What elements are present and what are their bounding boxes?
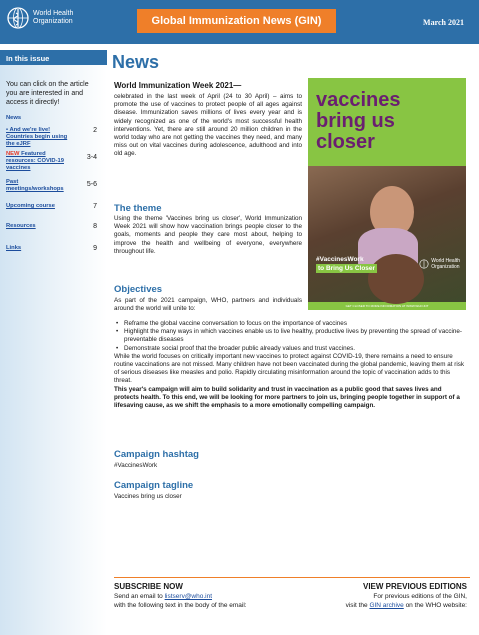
hashtag-heading: Campaign hashtag	[114, 449, 199, 460]
toc-page-number: 8	[93, 223, 97, 230]
toc-page-number: 9	[93, 245, 97, 252]
objectives-paragraph: While the world focuses on critically important new vaccines to protect against COVID-19, there remains a need to ensure routine vaccinations are not missed. Many children have not been vaccinated during the global pandemic, leaving them at risk of serious diseases like measles and polio. Rapidly circulating misinformation around the topic of vaccination adds to this threat.	[114, 352, 465, 385]
subscribe-email-link[interactable]: listserv@who.int	[164, 593, 213, 600]
header-bar	[0, 0, 479, 44]
toc-item-links[interactable]	[6, 245, 103, 252]
poster-tag-line2: to Bring Us Closer	[318, 264, 376, 272]
gin-archive-link[interactable]: GIN archive	[369, 601, 404, 609]
toc-item-label[interactable]: Links	[6, 245, 22, 251]
objectives-intro: As part of the 2021 campaign, WHO, partners and individuals around the world will unite to:	[114, 297, 302, 313]
sidebar	[0, 50, 107, 635]
toc-item-label[interactable]: Past meetings/workshops	[6, 179, 64, 192]
article-title: World Immunization Week 2021—	[114, 81, 242, 90]
toc-news-group	[6, 115, 103, 122]
previous-editions-text	[287, 593, 467, 610]
toc-page-number: 5-6	[86, 181, 97, 188]
footer-divider	[114, 577, 470, 578]
toc-item-upcoming-course[interactable]	[6, 203, 103, 210]
who-name-line2: Organization	[33, 18, 73, 25]
poster-hashtag	[316, 256, 396, 273]
poster-who-line2: Organization	[431, 264, 460, 270]
toc-item-resources[interactable]	[6, 223, 103, 230]
toc-page-number: 3-4	[86, 154, 97, 161]
sidebar-heading: In this issue	[0, 50, 107, 65]
prev-pre: visit the	[345, 601, 370, 609]
hashtag-text: #VaccinesWork	[114, 462, 158, 469]
page-title: News	[112, 52, 160, 72]
lead-paragraph: celebrated in the last week of April (24 to 30 April) – aims to promote the use of vaccines to protect people of all ages against disease. Immunization saves millions of lives every year and is widely recognized as one of the world's most successful health interventions. Yet, there are still around 20 million children in the world today who are not getting the vaccines they need, and many miss out on vital vaccines during adolescence, adulthood and into old age.	[114, 93, 302, 158]
poster-title: vaccines bring us closer	[316, 89, 401, 153]
poster-footer: GET CLOSER TO MORE INFORMATION AT WWW.WHO.INT	[345, 304, 429, 308]
poster-who-logo	[419, 258, 460, 270]
subscribe-text	[114, 593, 284, 610]
tagline-text: Vaccines bring us closer	[114, 493, 182, 500]
list-item: • Reframe the global vaccine conversation to focus on the importance of vaccines	[114, 320, 466, 328]
toc-news-label: News	[6, 115, 22, 121]
list-item: • Highlight the many ways in which vaccines enable us to live healthy, productive lives by preventing the spread of vaccine-preventable diseases	[114, 328, 466, 344]
toc-item-ejrf[interactable]	[6, 127, 103, 148]
campaign-poster	[308, 78, 466, 310]
who-name-line1: World Health	[33, 10, 74, 17]
toc-item-label[interactable]	[6, 127, 76, 148]
subscribe-heading: SUBSCRIBE NOW	[114, 582, 183, 591]
objectives-heading: Objectives	[114, 284, 163, 295]
theme-heading: The theme	[114, 203, 162, 214]
who-name	[33, 10, 73, 26]
subscribe-post: with the following text in the body of the email:	[114, 601, 247, 609]
toc-item-label[interactable]	[6, 151, 76, 172]
toc-bullet: •	[6, 127, 10, 133]
toc-item-label[interactable]: Resources	[6, 223, 36, 229]
who-emblem-icon	[419, 259, 429, 269]
toc-page-number: 7	[93, 203, 97, 210]
tagline-heading: Campaign tagline	[114, 480, 194, 491]
objectives-list	[114, 320, 466, 410]
issue-date: March 2021	[423, 18, 464, 27]
sidebar-intro: You can click on the article you are interested in and access it directly!	[6, 81, 89, 106]
campaign-aim-paragraph: This year's campaign will aim to build solidarity and trust in vaccination as a public good that saves lives and protects health. To this end, we will be looking for more partners to join us, bringing people together in support of a lifesaving cause, as we shift the emphasis to a more emotionally compelling campaign.	[114, 385, 460, 410]
toc-item-featured-resources[interactable]	[6, 151, 103, 172]
prev-post: on the WHO website:	[403, 601, 467, 609]
who-logo	[6, 6, 73, 30]
previous-editions-heading: VIEW PREVIOUS EDITIONS	[362, 582, 467, 591]
subscribe-pre: Send an email to	[114, 593, 165, 600]
poster-who-line1: World Health	[431, 258, 460, 264]
new-badge: NEW	[6, 151, 22, 157]
newsletter-title: Global Immunization News (GIN)	[137, 9, 336, 33]
toc-item-ejrf-label[interactable]: And we're live! Countries begin using the eJRF	[6, 127, 68, 147]
toc-page-number: 2	[93, 127, 97, 134]
who-emblem-icon	[6, 6, 30, 30]
toc-item-past-meetings[interactable]	[6, 179, 103, 193]
poster-tag-line1: #VaccinesWork	[316, 256, 364, 263]
toc-item-label[interactable]: Upcoming course	[6, 203, 55, 209]
poster-photo	[308, 166, 466, 302]
toc-item-featured-label[interactable]: Featured resources: COVID-19 vaccines	[6, 151, 64, 171]
theme-paragraph: Using the theme 'Vaccines bring us closer', World Immunization Week 2021 will show how vaccination brings people closer to the goals, moments and people they care most about, helping to improve the health and wellbeing of everyone, everywhere throughout life.	[114, 215, 302, 255]
list-item: • Demonstrate social proof that the broader public already values and trust vaccines.	[114, 345, 466, 353]
prev-line1: For previous editions of the GIN,	[373, 593, 467, 600]
